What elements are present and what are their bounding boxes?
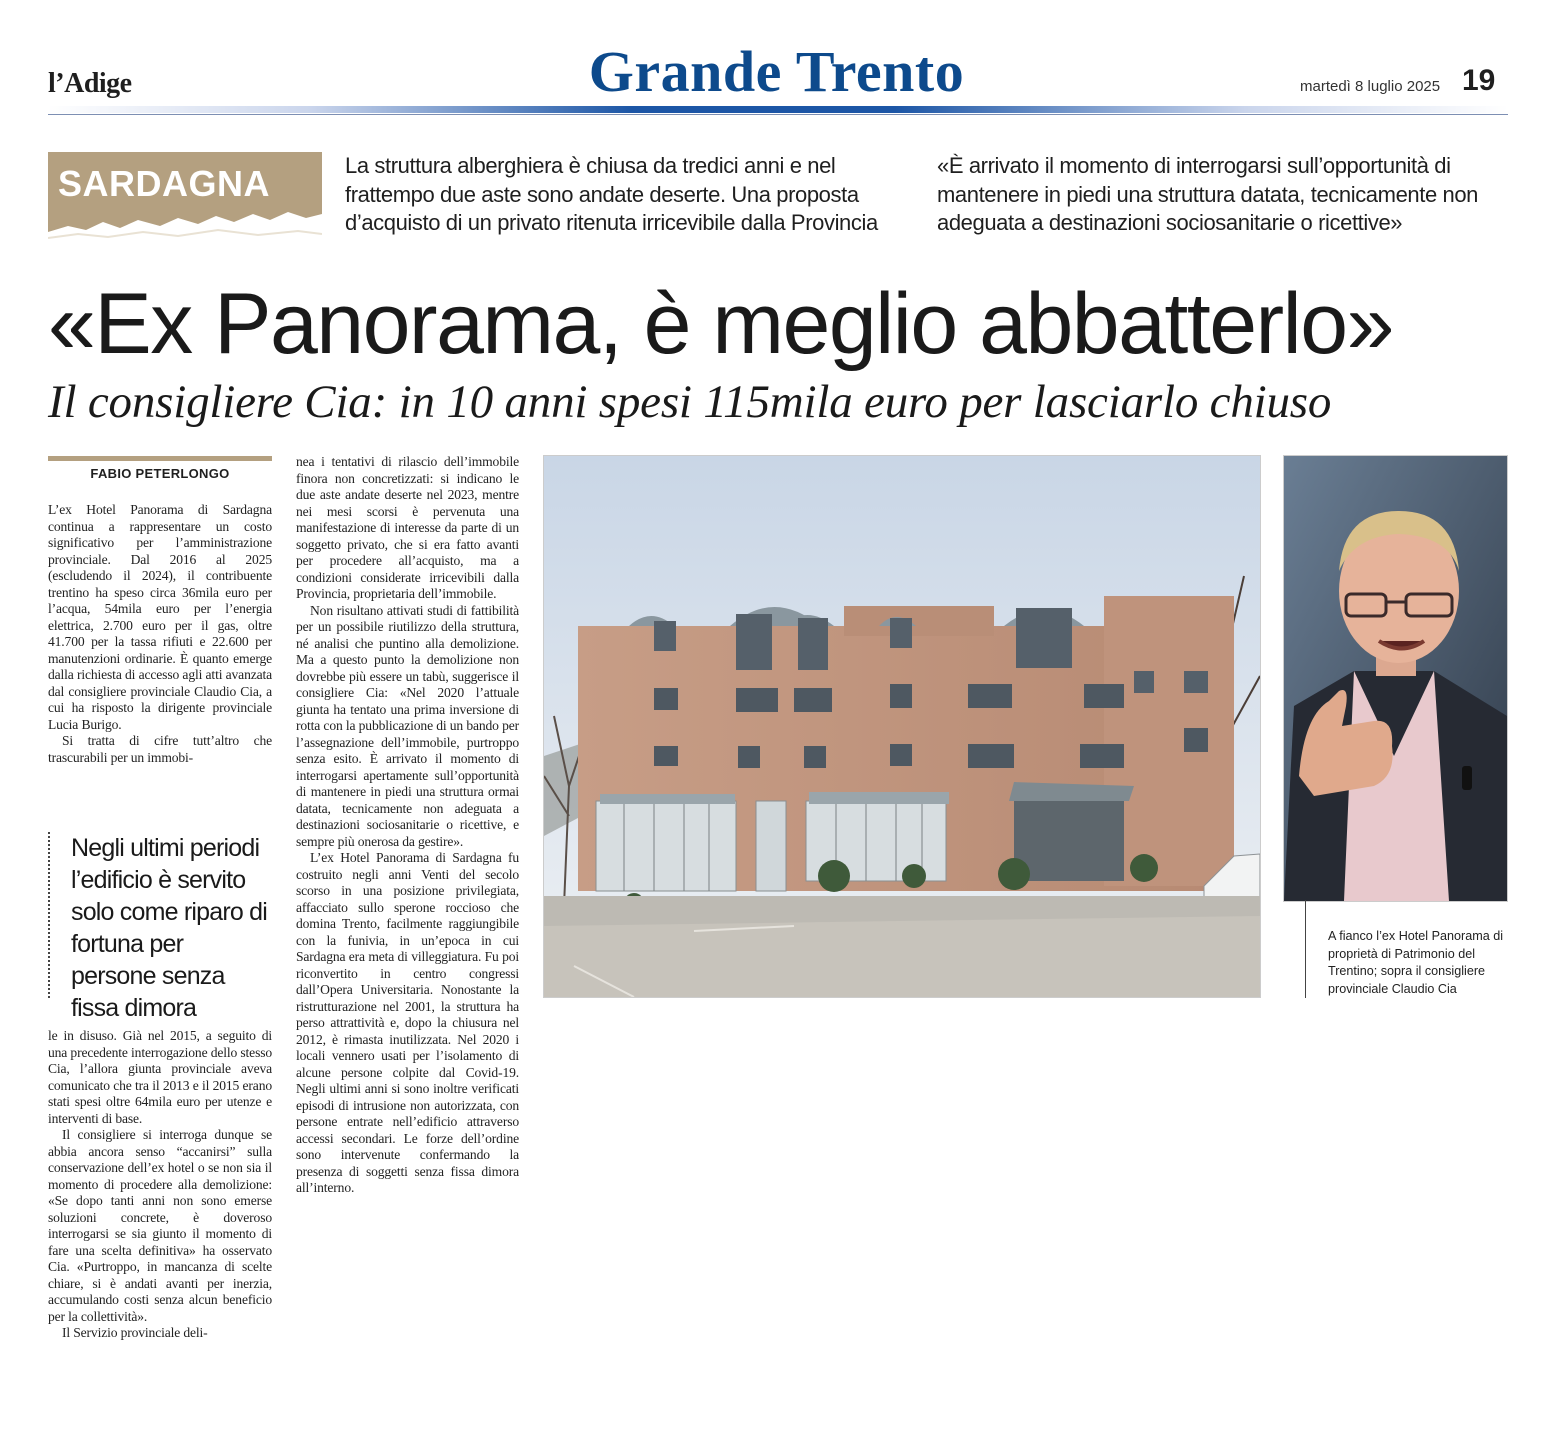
page-number: 19: [1462, 64, 1496, 97]
subheadline: Il consigliere Cia: in 10 anni spesi 115mila euro per lasciarlo chiuso: [48, 376, 1332, 428]
article-column-1-bottom: [48, 1028, 272, 1342]
article-paragraph: Non risultano attivati studi di fattibilità per un possibile riutilizzo della struttura, né analisi che puntino alla demolizione. Ma a questo punto la demolizione non dovrebbe più essere un tabù, suggerisce il consigliere Cia: «Nel 2020 l’attuale giunta ha tentato una prima inversione di rotta con la pubblicazione di un bando per l’assegnazione dell’immobile, purtroppo senza esito. È arrivato il momento di interrogarsi apertamente sull’opportunità di mantenere in piedi una struttura ormai datata, tecnicamente non adeguata a destinazioni sociosanitarie o ricettive, e sempre più onerosa da gestire».: [296, 602, 519, 849]
masthead-rule: [48, 106, 1508, 113]
summary-left: La struttura alberghiera è chiusa da tredici anni e nel frattempo due aste sono andate deserte. Una proposta d’acquisto di un privato ritenuta irricevibile dalla Provincia: [345, 153, 878, 235]
kicker-label: SARDAGNA: [58, 163, 271, 204]
article-paragraph: L’ex Hotel Panorama di Sardagna continua a rappresentare un costo significativo per l’amministrazione provinciale. Dal 2016 al 2025 (escludendo il 2024), il contribuente trentino ha speso circa 36mila euro per l’acqua, 54mila euro per l’energia elettrica, 2.700 euro per il gas, oltre 41.700 per la tassa rifiuti e 22.600 per manutenzioni ordinarie. È quanto emerge dalla richiesta di accesso agli atti avanzata dal consigliere provinciale Claudio Cia, a cui ha risposto la dirigente provinciale Lucia Burigo.: [48, 502, 272, 732]
article-column-1-top: [48, 502, 272, 766]
article-column-2: [296, 454, 519, 1197]
byline-rule: [48, 456, 272, 461]
article-paragraph: Il Servizio provinciale deli-: [62, 1325, 208, 1340]
masthead-rule-thin: [48, 114, 1508, 115]
newspaper-name: l’Adige: [48, 68, 132, 99]
article-paragraph: Si tratta di cifre tutt’altro che trascurabili per un immobi-: [48, 733, 272, 765]
publication-date: martedì 8 luglio 2025: [1300, 78, 1441, 95]
headline: «Ex Panorama, è meglio abbatterlo»: [48, 276, 1393, 372]
councillor-portrait-photo: [1283, 455, 1508, 902]
summary-right: «È arrivato il momento di interrogarsi sull’opportunità di mantenere in piedi una struttura datata, tecnicamente non adeguata a destinazioni sociosanitarie o ricettive»: [937, 153, 1479, 235]
caption-rule: [1305, 900, 1306, 998]
section-title: Grande Trento: [588, 39, 965, 104]
photo-caption: A fianco l’ex Hotel Panorama di proprietà di Patrimonio del Trentino; sopra il consigliere provinciale Claudio Cia: [1328, 929, 1504, 996]
hotel-photo: [543, 455, 1261, 998]
portrait-illustration: [1284, 456, 1507, 901]
article-paragraph: le in disuso. Già nel 2015, a seguito di una precedente interrogazione dello stesso Cia, l’allora giunta provinciale aveva comunicato che tra il 2013 e il 2015 erano stati spesi oltre 64mila euro per utenze e interventi di base.: [48, 1028, 272, 1126]
article-paragraph: nea i tentativi di rilascio dell’immobile finora non concretizzati: si indicano le due aste andate deserte nel 2023, mentre nei mesi scorsi è pervenuta una manifestazione di interesse da parte di un soggetto privato, che si era fatto avanti per procedere all’acquisto, ma a condizioni considerate irricevibili dalla Provincia, proprietaria dell’immobile.: [296, 454, 519, 601]
byline: FABIO PETERLONGO: [90, 466, 230, 481]
hotel-building-illustration: [544, 456, 1260, 997]
pull-quote: Negli ultimi periodi l’edificio è servito solo come riparo di fortuna per persone senza fissa dimora: [48, 832, 272, 998]
article-paragraph: Il consigliere si interroga dunque se abbia ancora senso “accanirsi” sulla conservazione dell’ex hotel o se non sia il momento di procedere alla demolizione: «Se dopo tanti anni non sono emerse soluzioni concrete, è doveroso interrogarsi se sia giunto il momento di fare una scelta definitiva» ha osservato Cia. «Purtroppo, in mancanza di scelte chiare, si è andati avanti per inerzia, accumulando costi senza alcun beneficio per la collettività».: [48, 1127, 272, 1324]
article-paragraph: L’ex Hotel Panorama di Sardagna fu costruito negli anni Venti del secolo scorso in una posizione privilegiata, affacciato sullo sperone roccioso che domina Trento, facilmente raggiungibile con la funivia, in un’epoca in cui Sardagna era meta di villeggiatura. Fu poi riconvertito in centro congressi dall’Opera Universitaria. Nonostante la ristrutturazione nel 2001, la struttura ha perso attrattività e, dopo la chiusura nel 2012, è rimasta inutilizzata. Nel 2020 i locali vennero usati per l’isolamento di alcune persone colpite dal Covid-19. Negli ultimi anni si sono inoltre verificati episodi di intrusione non autorizzata, con persone entrate nell’edificio attraverso accessi secondari. Le forze dell’ordine sono intervenute confermando la presenza di soggetti senza fissa dimora all’interno.: [296, 850, 519, 1195]
